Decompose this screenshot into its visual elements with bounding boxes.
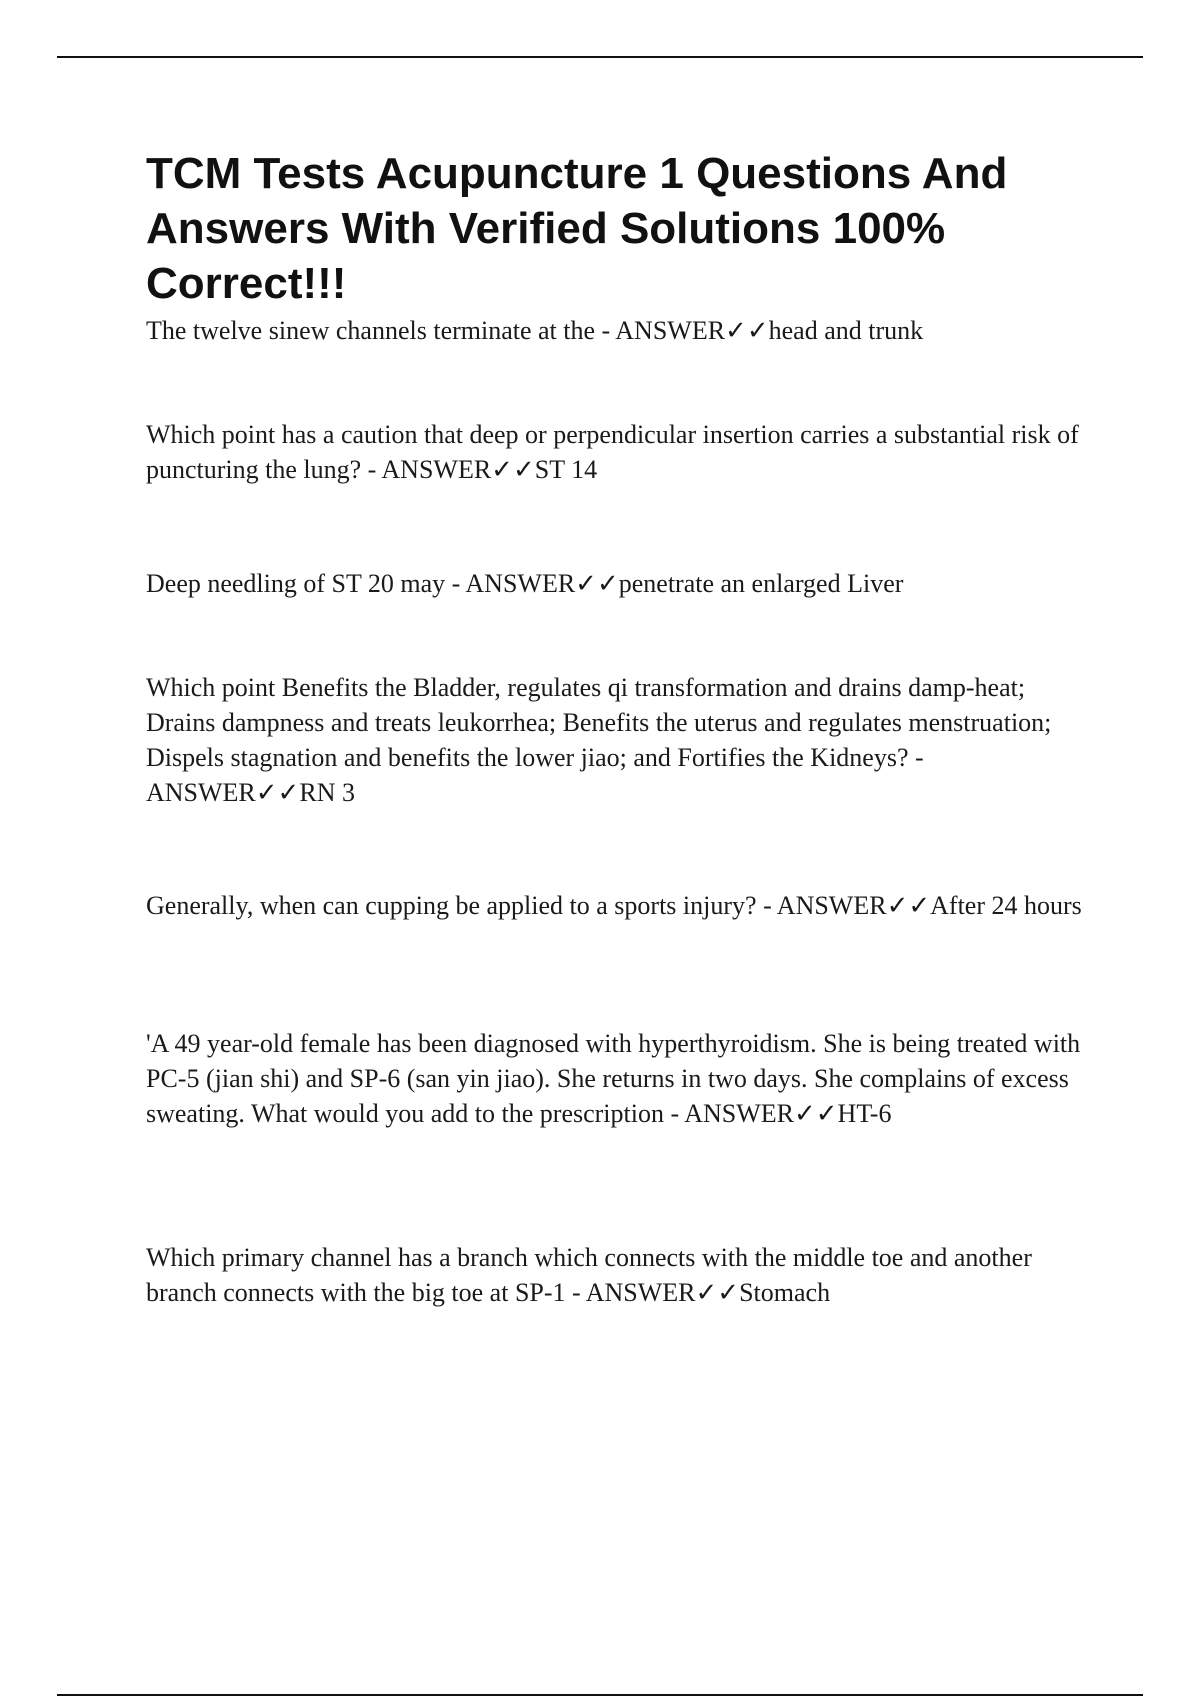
qa-item-7: Which primary channel has a branch which connects with the middle toe and another branch connects with the big toe at SP-1 - ANSWER✓✓Stomach	[146, 1243, 1032, 1307]
qa-item-4: Which point Benefits the Bladder, regulates qi transformation and drains damp-heat; Drains dampness and treats leukorrhea; Benefits the uterus and regulates menstruation; Dispels stagnation and benefits the lower jiao; and Fortifies the Kidneys? - ANSWER✓✓RN 3	[146, 673, 1052, 807]
qa-item-6: 'A 49 year-old female has been diagnosed with hyperthyroidism. She is being treated with PC-5 (jian shi) and SP-6 (san yin jiao). She returns in two days. She complains of excess sweating. What would you add to the prescription - ANSWER✓✓HT-6	[146, 1029, 1081, 1128]
qa-item-3: Deep needling of ST 20 may - ANSWER✓✓penetrate an enlarged Liver	[146, 569, 904, 598]
footer-rule	[57, 1694, 1143, 1696]
header-rule	[57, 56, 1143, 58]
document-title: TCM Tests Acupuncture 1 Questions And Answers With Verified Solutions 100% Correct!!!	[146, 149, 1008, 308]
qa-item-1: The twelve sinew channels terminate at the - ANSWER✓✓head and trunk	[146, 316, 924, 345]
qa-item-2: Which point has a caution that deep or perpendicular insertion carries a substantial risk of puncturing the lung? - ANSWER✓✓ST 14	[146, 420, 1079, 484]
qa-item-5: Generally, when can cupping be applied to a sports injury? - ANSWER✓✓After 24 hours	[146, 891, 1082, 920]
